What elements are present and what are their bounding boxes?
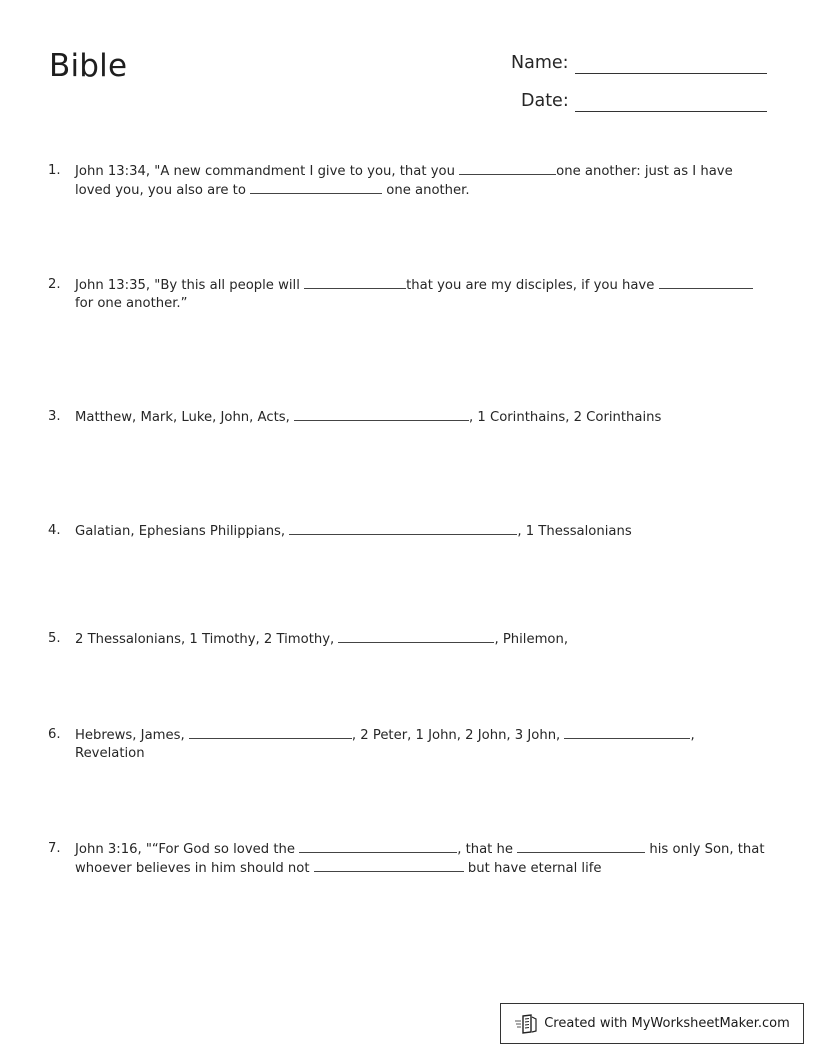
book-logo-icon xyxy=(514,1014,538,1034)
worksheet-title: Bible xyxy=(49,48,128,84)
question-text xyxy=(75,630,768,649)
question-number: 5. xyxy=(48,631,61,646)
answer-blank[interactable] xyxy=(189,726,352,739)
question-text-part: whoever believes in him should not xyxy=(75,861,314,876)
question-text xyxy=(75,840,768,878)
created-with-badge[interactable] xyxy=(500,1003,804,1044)
question-2 xyxy=(48,276,768,313)
answer-blank[interactable] xyxy=(250,181,382,194)
question-text xyxy=(75,276,768,313)
question-text-part: that you are my disciples, if you have xyxy=(406,278,659,293)
question-5 xyxy=(48,630,768,649)
question-text-part: Revelation xyxy=(75,746,145,761)
answer-blank[interactable] xyxy=(289,522,517,535)
question-text-part: , that he xyxy=(457,842,518,857)
answer-blank[interactable] xyxy=(314,859,464,872)
question-1 xyxy=(48,162,768,200)
question-text-part: Galatian, Ephesians Philippians, xyxy=(75,524,290,539)
question-text-part: his only Son, that xyxy=(645,842,765,857)
badge-text: Created with MyWorksheetMaker.com xyxy=(544,1016,790,1031)
question-text-part: John 13:34, "A new commandment I give to you, that you xyxy=(75,164,460,179)
question-text xyxy=(75,522,768,541)
question-text-part: , xyxy=(690,728,695,743)
question-text-part: but have eternal life xyxy=(463,861,602,876)
question-number: 6. xyxy=(48,727,61,742)
question-number: 7. xyxy=(48,841,61,856)
question-6 xyxy=(48,726,768,763)
name-label: Name: xyxy=(511,53,569,73)
answer-blank[interactable] xyxy=(338,630,494,643)
question-text-part: John 13:35, "By this all people will xyxy=(75,278,305,293)
question-text-part: Hebrews, James, xyxy=(75,728,189,743)
question-text-part: , Philemon, xyxy=(494,632,569,647)
question-text xyxy=(75,726,768,763)
question-text-part: 2 Thessalonians, 1 Timothy, 2 Timothy, xyxy=(75,632,339,647)
answer-blank[interactable] xyxy=(304,276,406,289)
date-field xyxy=(521,90,767,112)
answer-blank[interactable] xyxy=(659,276,753,289)
question-text-part: for one another.” xyxy=(75,296,188,311)
question-number: 1. xyxy=(48,163,61,178)
answer-blank[interactable] xyxy=(299,840,457,853)
question-number: 2. xyxy=(48,277,61,292)
date-line[interactable] xyxy=(575,91,767,112)
answer-blank[interactable] xyxy=(564,726,690,739)
question-3 xyxy=(48,408,768,427)
question-text-part: , 2 Peter, 1 John, 2 John, 3 John, xyxy=(351,728,565,743)
name-field xyxy=(511,52,767,74)
question-text-part: one another: just as I have xyxy=(556,164,733,179)
question-number: 4. xyxy=(48,523,61,538)
answer-blank[interactable] xyxy=(517,840,645,853)
question-text-part: loved you, you also are to xyxy=(75,183,251,198)
name-line[interactable] xyxy=(575,53,767,74)
question-text-part: Matthew, Mark, Luke, John, Acts, xyxy=(75,410,295,425)
answer-blank[interactable] xyxy=(294,408,469,421)
question-text-part: , 1 Corinthains, 2 Corinthains xyxy=(469,410,662,425)
answer-blank[interactable] xyxy=(459,162,556,175)
question-number: 3. xyxy=(48,409,61,424)
question-text xyxy=(75,408,768,427)
question-text-part: one another. xyxy=(382,183,470,198)
question-4 xyxy=(48,522,768,541)
question-text xyxy=(75,162,768,200)
question-text-part: , 1 Thessalonians xyxy=(517,524,632,539)
question-text-part: John 3:16, "“For God so loved the xyxy=(75,842,300,857)
question-7 xyxy=(48,840,768,878)
date-label: Date: xyxy=(521,91,569,111)
